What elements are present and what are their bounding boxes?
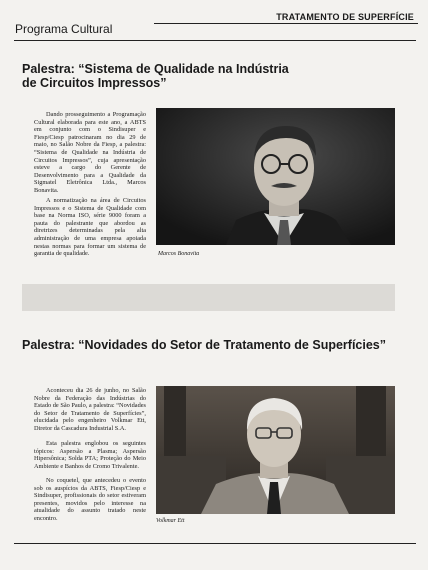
header-rule — [154, 23, 418, 24]
program-title: Programa Cultural — [15, 22, 113, 36]
section-label: TRATAMENTO DE SUPERFÍCIE — [276, 12, 414, 22]
portrait-volkmar-ett — [156, 386, 395, 514]
article1-title: Palestra: “Sistema de Qualidade na Indústria de Circuitos Impressos” — [22, 62, 289, 90]
article2-paragraph2: Esta palestra englobou os seguintes tópicos: Aspersão a Plasma; Aspersão Hipersônica; Solda PTA; Proteção do Meio Ambiente e Banhos de Cromo Trivalente. — [34, 440, 146, 470]
article2-paragraph1: Aconteceu dia 26 de junho, no Salão Nobre da Federação das Indústrias do Estado de São Paulo, a palestra: “Novidades do Setor de Tratamento de Superfícies”, elucidada pelo engenheiro Volkmar Ett, Diretor da Cascadura Industrial S.A. — [34, 387, 146, 432]
article2-body-part1 — [34, 387, 146, 433]
article2-title: Palestra: “Novidades do Setor de Tratamento de Superfícies” — [22, 338, 386, 352]
article1-body-part2 — [34, 197, 146, 258]
article2-body-part3 — [34, 477, 146, 523]
article2-body-part2 — [34, 440, 146, 470]
article1-paragraph2: A normatização na área de Circuitos Impressos e o Sistema de Qualidade com base na Norma ISO, série 9000 foram a pauta do palestrante que abordou as diretrizes determinadas pela alta administração de uma empresa apoiada nestas normas para formar um sistema de garantia de qualidade. — [34, 197, 146, 258]
article2-photo-caption: Volkmar Ett — [156, 518, 185, 524]
article1-paragraph1: Dando prosseguimento a Programação Cultural elaborada para este ano, a ABTS em conjunto com o Sindisuper e Fiesp/Ciesp patrocinaram no dia 29 de maio, no Salão Nobre da Fiesp, a palestra: “Sistema de Qualidade na Indústria de Circuitos Impressos”, cuja apresentação esteve a cargo do Gerente de Desenvolvimento para a Qualidade da Sigmatel Eletrônica Ltda., Marcos Bonavita. — [34, 111, 146, 194]
top-divider — [14, 40, 416, 41]
portrait-marcos-bonavita — [156, 108, 395, 245]
article2-photo — [156, 386, 395, 514]
article1-photo-caption: Marcos Bonavita — [158, 251, 200, 257]
article2-paragraph3: No coquetel, que antecedeu o evento sob os auspícios da ABTS, Fiesp/Ciesp e Sindisuper, profissionais do setor estiveram presentes, movidos pelo interesse na atualidade do assunto tratado neste encontro. — [34, 477, 146, 522]
article1-photo — [156, 108, 395, 245]
article1-body-part1 — [34, 111, 146, 195]
bottom-divider — [14, 543, 416, 544]
gray-band — [22, 284, 395, 311]
